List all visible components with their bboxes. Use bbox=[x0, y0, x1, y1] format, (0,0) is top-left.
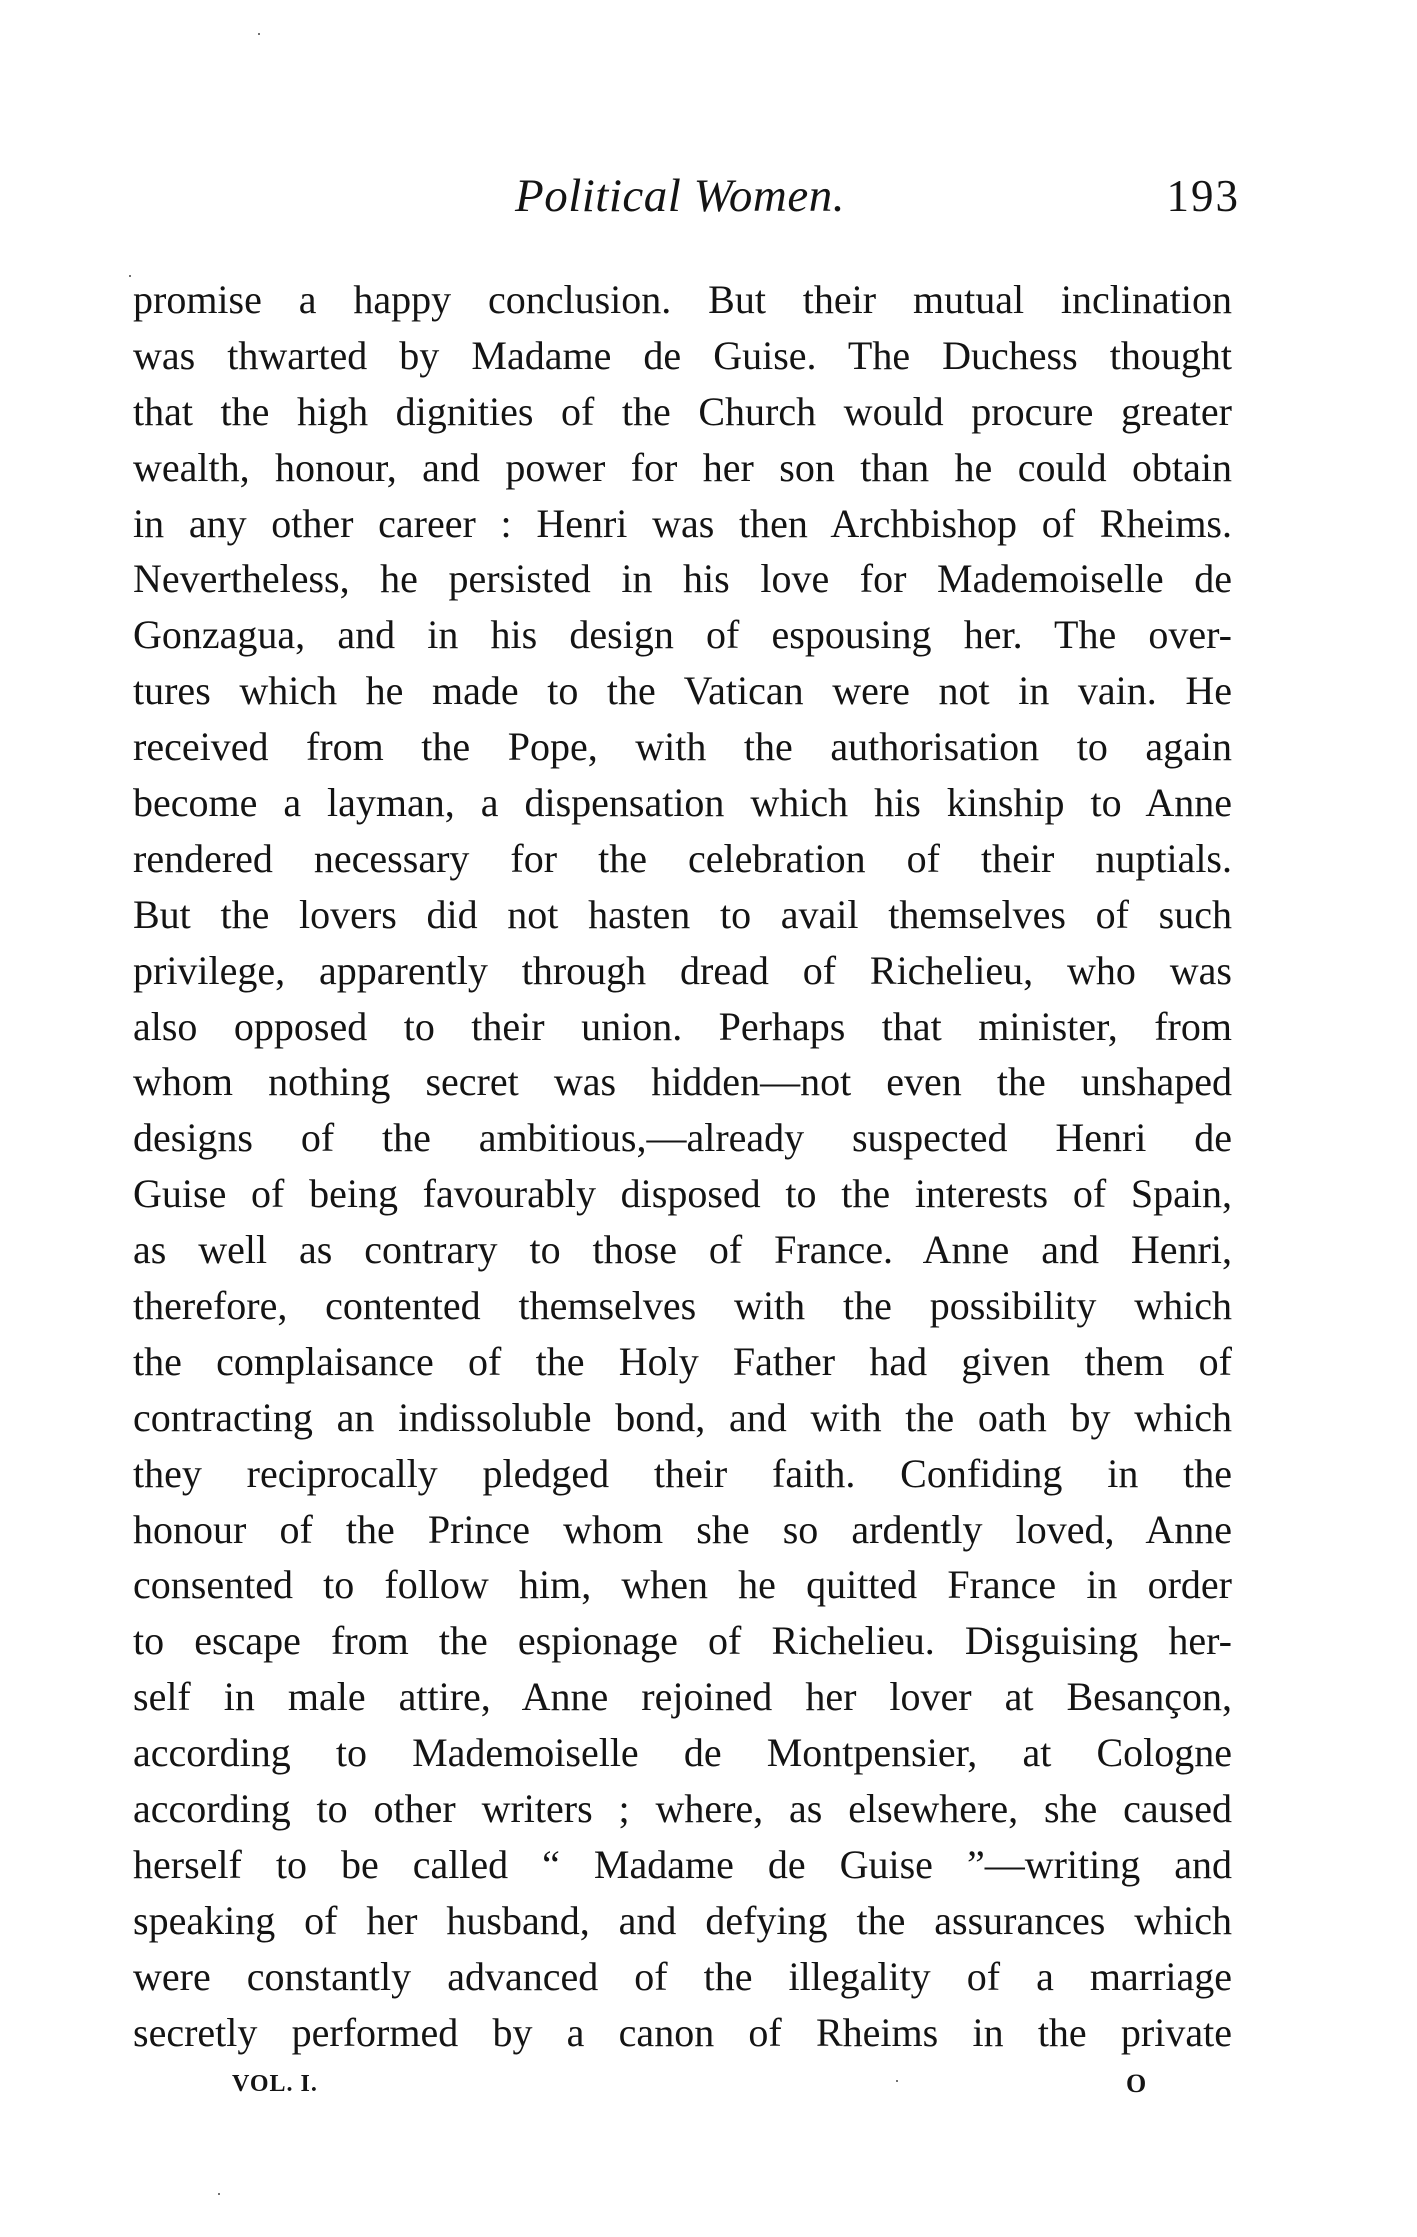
text-line: herself to be called “ Madame de Guise ”—writing and bbox=[133, 1841, 1232, 1887]
page-header bbox=[0, 0, 1417, 240]
text-line: they reciprocally pledged their faith. Confiding in the bbox=[133, 1450, 1232, 1496]
text-line: honour of the Prince whom she so ardently loved, Anne bbox=[133, 1506, 1232, 1552]
text-line: received from the Pope, with the authorisation to again bbox=[133, 724, 1232, 770]
text-line: whom nothing secret was hidden—not even the unshaped bbox=[133, 1059, 1232, 1105]
running-title: Political Women. bbox=[514, 170, 845, 222]
text-line: designs of the ambitious,—already suspected Henri de bbox=[133, 1115, 1232, 1161]
text-line: as well as contrary to those of France. Anne and Henri, bbox=[133, 1227, 1232, 1273]
text-line: privilege, apparently through dread of Richelieu, who was bbox=[133, 947, 1232, 993]
text-line: Nevertheless, he persisted in his love for Mademoiselle de bbox=[133, 556, 1232, 602]
text-line: consented to follow him, when he quitted France in order bbox=[133, 1562, 1232, 1608]
text-line: that the high dignities of the Church would procure greater bbox=[133, 388, 1232, 434]
text-line: was thwarted by Madame de Guise. The Duchess thought bbox=[133, 332, 1232, 378]
gathering-signature-mark: O bbox=[1126, 2069, 1147, 2098]
text-line: promise a happy conclusion. But their mutual inclination bbox=[133, 277, 1232, 322]
text-line: contracting an indissoluble bond, and with the oath by which bbox=[133, 1394, 1232, 1440]
text-line: tures which he made to the Vatican were not in vain. He bbox=[133, 668, 1232, 714]
text-line: were constantly advanced of the illegality of a marriage bbox=[133, 1953, 1232, 1999]
text-line: the complaisance of the Holy Father had given them of bbox=[133, 1338, 1232, 1384]
text-line: to escape from the espionage of Richelieu. Disguising her- bbox=[133, 1618, 1232, 1664]
text-line: therefore, contented themselves with the possibility which bbox=[133, 1283, 1232, 1329]
text-line: become a layman, a dispensation which his kinship to Anne bbox=[133, 780, 1232, 826]
scan-speck bbox=[129, 275, 131, 277]
text-line: according to Mademoiselle de Montpensier, at Cologne bbox=[133, 1730, 1232, 1776]
volume-signature: VOL. I. bbox=[232, 2071, 318, 2097]
scan-speck bbox=[218, 2193, 220, 2195]
text-line: also opposed to their union. Perhaps that minister, from bbox=[133, 1003, 1232, 1049]
page-footer bbox=[0, 2066, 1417, 2106]
text-line: speaking of her husband, and defying the assurances which bbox=[133, 1897, 1232, 1943]
scan-speck bbox=[258, 33, 260, 35]
text-line: wealth, honour, and power for her son than he could obtain bbox=[133, 444, 1232, 490]
text-line: Guise of being favourably disposed to the interests of Spain, bbox=[133, 1171, 1232, 1217]
body-text bbox=[133, 272, 1232, 2061]
page-number: 193 bbox=[1166, 171, 1240, 221]
text-line: But the lovers did not hasten to avail themselves of such bbox=[133, 891, 1232, 937]
scan-speck bbox=[896, 2080, 898, 2082]
text-line: in any other career : Henri was then Archbishop of Rheims. bbox=[133, 500, 1232, 546]
text-line: self in male attire, Anne rejoined her lover at Besançon, bbox=[133, 1674, 1232, 1720]
text-line: secretly performed by a canon of Rheims in the private bbox=[133, 2009, 1232, 2055]
text-line: according to other writers ; where, as elsewhere, she caused bbox=[133, 1786, 1232, 1832]
text-line: rendered necessary for the celebration of their nuptials. bbox=[133, 835, 1232, 881]
text-line: Gonzagua, and in his design of espousing her. The over- bbox=[133, 612, 1232, 658]
